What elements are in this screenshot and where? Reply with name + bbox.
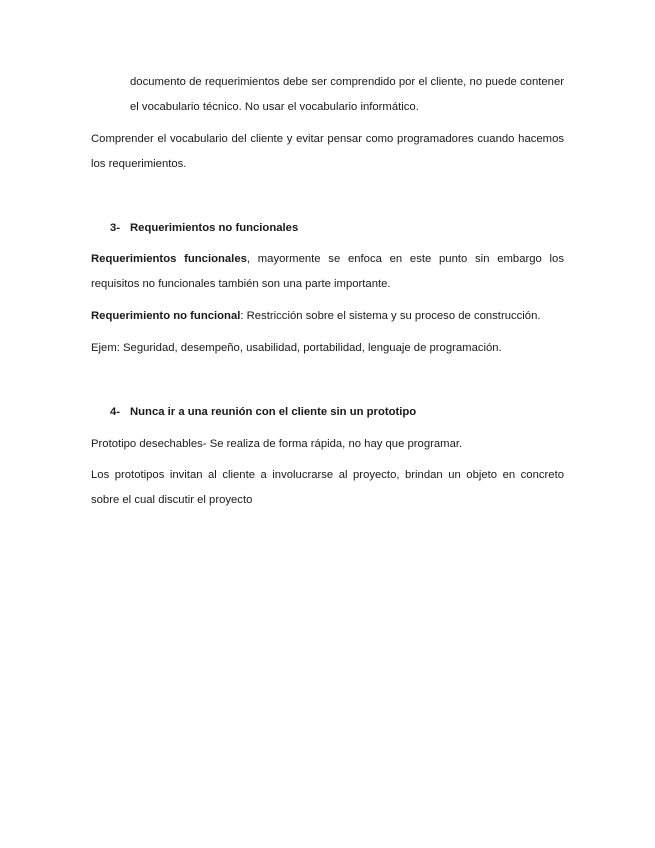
section-3-number: 3- xyxy=(110,222,121,234)
section-3-paragraph-2 xyxy=(91,304,564,329)
section-3-title: Requerimientos no funcionales xyxy=(130,222,299,234)
paragraph-continued: documento de requerimientos debe ser comprendido por el cliente, no puede contener el vocabulario técnico. No usar el vocabulario informático. xyxy=(130,76,564,113)
section-4-heading xyxy=(110,404,416,420)
term-requerimientos-funcionales: Requerimientos funcionales xyxy=(91,253,247,265)
section-4-title: Nunca ir a una reunión con el cliente sin un prototipo xyxy=(130,406,417,418)
section-4-paragraph-2: Los prototipos invitan al cliente a involucrarse al proyecto, brindan un objeto en concreto sobre el cual discutir el proyecto xyxy=(91,469,564,506)
section-3-paragraph-1 xyxy=(91,247,564,296)
section-3-paragraph-1-text: , mayormente se enfoca en este punto sin embargo los requisitos no funcionales también son una parte importante. xyxy=(91,253,564,290)
paragraph-vocabulary: Comprender el vocabulario del cliente y evitar pensar como programadores cuando hacemos los requerimientos. xyxy=(91,133,564,170)
term-requerimiento-no-funcional: Requerimiento no funcional xyxy=(91,310,241,322)
section-4-paragraph-1: Prototipo desechables- Se realiza de forma rápida, no hay que programar. xyxy=(91,438,463,450)
section-4-number: 4- xyxy=(110,406,121,418)
section-3-paragraph-2-text: : Restricción sobre el sistema y su proceso de construcción. xyxy=(240,310,541,322)
section-3-heading xyxy=(110,220,298,236)
section-3-paragraph-3: Ejem: Seguridad, desempeño, usabilidad, portabilidad, lenguaje de programación. xyxy=(91,342,502,354)
